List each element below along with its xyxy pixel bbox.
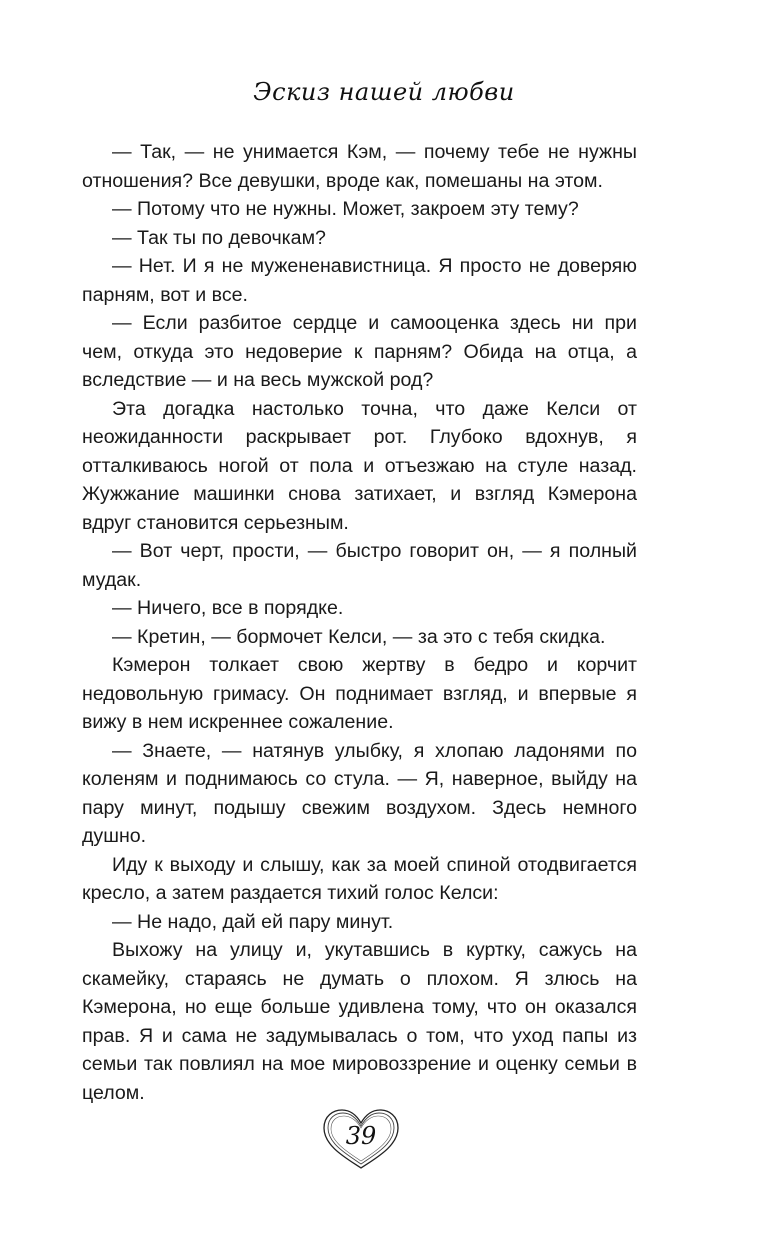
paragraph: — Вот черт, прости, — быстро говорит он, — я полный мудак. [82, 540, 637, 591]
page-number-badge [316, 1104, 406, 1174]
paragraph: — Так, — не унимается Кэм, — почему тебе не нужны отношения? Все девушки, вроде как, помешаны на этом. [82, 141, 637, 192]
paragraph: — Нет. И я не мужененавистница. Я просто не доверяю парням, вот и все. [82, 255, 637, 306]
paragraph: — Не надо, дай ей пару минут. [112, 910, 394, 933]
paragraph: — Если разбитое сердце и самооценка здесь ни при чем, откуда это недоверие к парням? Обида на отца, а вследствие — и на весь мужской род? [82, 312, 637, 391]
paragraph: Иду к выходу и слышу, как за моей спиной отодвигается кресло, а затем раздается тихий голос Келси: [82, 853, 637, 904]
paragraph: Эта догадка настолько точна, что даже Келси от неожиданности раскрывает рот. Глубоко вдохнув, я отталкиваюсь ногой от пола и отъезжаю на стуле назад. Жужжание машинки снова затихает, и взгляд Кэмерона вдруг становится серьезным. [82, 397, 637, 534]
paragraph: — Потому что не нужны. Может, закроем эту тему? [112, 198, 579, 220]
paragraph: — Кретин, — бормочет Келси, — за это с тебя скидка. [112, 625, 606, 648]
paragraph: Кэмерон толкает свою жертву в бедро и корчит недовольную гримасу. Он поднимает взгляд, и впервые я вижу в нем искреннее сожаление. [82, 654, 637, 733]
body-text [82, 138, 637, 1107]
paragraph: — Ничего, все в порядке. [112, 597, 344, 619]
paragraph: — Так ты по девочкам? [112, 226, 326, 249]
paragraph: — Знаете, — натянув улыбку, я хлопаю ладонями по коленям и поднимаюсь со стула. — Я, наверное, выйду на пару минут, подышу свежим воздухом. Здесь немного душно. [82, 739, 637, 847]
page-number: 39 [345, 1122, 377, 1150]
paragraph: Выхожу на улицу и, укутавшись в куртку, сажусь на скамейку, стараясь не думать о плохом. Я злюсь на Кэмерона, но еще больше удивлена тому, что он оказался прав. Я и сама не задумывалась о том, что уход папы из семьи так повлиял на мое мировоззрение и оценку семьи в целом. [82, 939, 637, 1104]
running-head-title: Эскиз нашей любви [253, 78, 515, 106]
